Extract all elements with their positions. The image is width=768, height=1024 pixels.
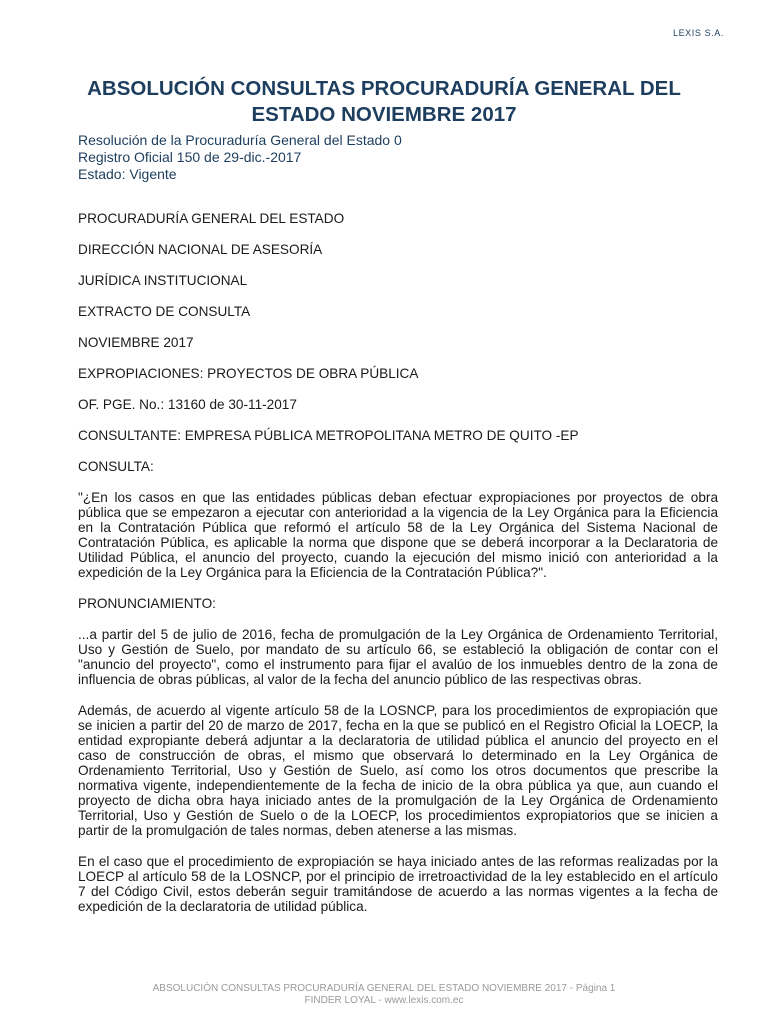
heading-institution: PROCURADURÍA GENERAL DEL ESTADO [78, 211, 345, 226]
footer-page-info: ABSOLUCIÓN CONSULTAS PROCURADURÍA GENERAL DEL ESTADO NOVIEMBRE 2017 - Página 1 [152, 983, 616, 994]
heading-date: NOVIEMBRE 2017 [78, 335, 194, 350]
pronunciamiento-paragraph: ...a partir del 5 de julio de 2016, fecha de promulgación de la Ley Orgánica de Ordenamiento Territorial, Uso y Gestión de Suelo, por mandato de su artículo 66, se estableció la obligación de contar con el "anuncio del proyecto", como el instrumento para fijar el avalúo de los inmuebles dentro de la zona de influencia de obras públicas, al valor de la fecha del anuncio público de las respectivas obras. [78, 627, 718, 687]
heading-oficio: OF. PGE. No.: 13160 de 30-11-2017 [78, 397, 297, 412]
publisher-name: LEXIS S.A. [672, 28, 724, 38]
heading-subject: EXPROPIACIONES: PROYECTOS DE OBRA PÚBLICA [78, 366, 419, 381]
meta-registro-oficial: Registro Oficial 150 de 29-dic.-2017 [78, 149, 302, 165]
heading-direction: DIRECCIÓN NACIONAL DE ASESORÍA [78, 242, 323, 257]
consulta-text: "¿En los casos en que las entidades públicas deban efectuar expropiaciones por proyectos de obra pública que se empezaron a ejecutar con anterioridad a la vigencia de la Ley Orgánica para la Eficiencia en la Contratación Pública que reformó el artículo 58 de la Ley Orgánica del Sistema Nacional de Contratación Pública, es aplicable la norma que dispone que se deberá incorporar a la Declaratoria de Utilidad Pública, el anuncio del proyecto, cuando la ejecución del mismo inició con anterioridad a la expedición de la Ley Orgánica para la Eficiencia de la Contratación Pública?". [78, 490, 718, 580]
pronunciamiento-paragraph: En el caso que el procedimiento de expropiación se haya iniciado antes de las reformas realizadas por la LOECP al artículo 58 de la LOSNCP, por el principio de irretroactividad de la ley establecido en el artículo 7 del Código Civil, estos deberán seguir tramitándose de acuerdo a las normas vigentes a la fecha de expedición de la declaratoria de utilidad pública. [78, 854, 718, 914]
footer-source: FINDER LOYAL - www.lexis.com.ec [304, 995, 464, 1006]
meta-estado: Estado: Vigente [78, 166, 177, 182]
heading-pronunciamiento: PRONUNCIAMIENTO: [78, 596, 216, 611]
page-footer [0, 983, 768, 1007]
heading-consulta: CONSULTA: [78, 459, 154, 474]
heading-consultante: CONSULTANTE: EMPRESA PÚBLICA METROPOLITANA METRO DE QUITO -EP [78, 428, 579, 443]
document-body [78, 211, 718, 930]
pronunciamiento-paragraph: Además, de acuerdo al vigente artículo 58 de la LOSNCP, para los procedimientos de expropiación que se inicien a partir del 20 de marzo de 2017, fecha en la que se publicó en el Registro Oficial la LOECP, la entidad expropiante deberá adjuntar a la declaratoria de utilidad pública el anuncio del proyecto en el caso de construcción de obras, el mismo que observará lo determinado en la Ley Orgánica de Ordenamiento Territorial, Uso y Gestión de Suelo, así como los otros documentos que prescribe la normativa vigente, independientemente de la fecha de inicio de la obra pública ya que, aun cuando el proyecto de dicha obra haya iniciado antes de la promulgación de la Ley Orgánica de Ordenamiento Territorial, Uso y Gestión de Suelo o de la LOECP, los procedimientos expropiatorios que se inicien a partir de la promulgación de tales normas, deben atenerse a las mismas. [78, 703, 718, 838]
heading-extract: EXTRACTO DE CONSULTA [78, 304, 251, 319]
document-meta [78, 132, 402, 183]
meta-resolution: Resolución de la Procuraduría General del Estado 0 [78, 132, 402, 148]
heading-juridica: JURÍDICA INSTITUCIONAL [78, 273, 248, 288]
document-title: ABSOLUCIÓN CONSULTAS PROCURADURÍA GENERAL DEL ESTADO NOVIEMBRE 2017 [87, 77, 681, 126]
